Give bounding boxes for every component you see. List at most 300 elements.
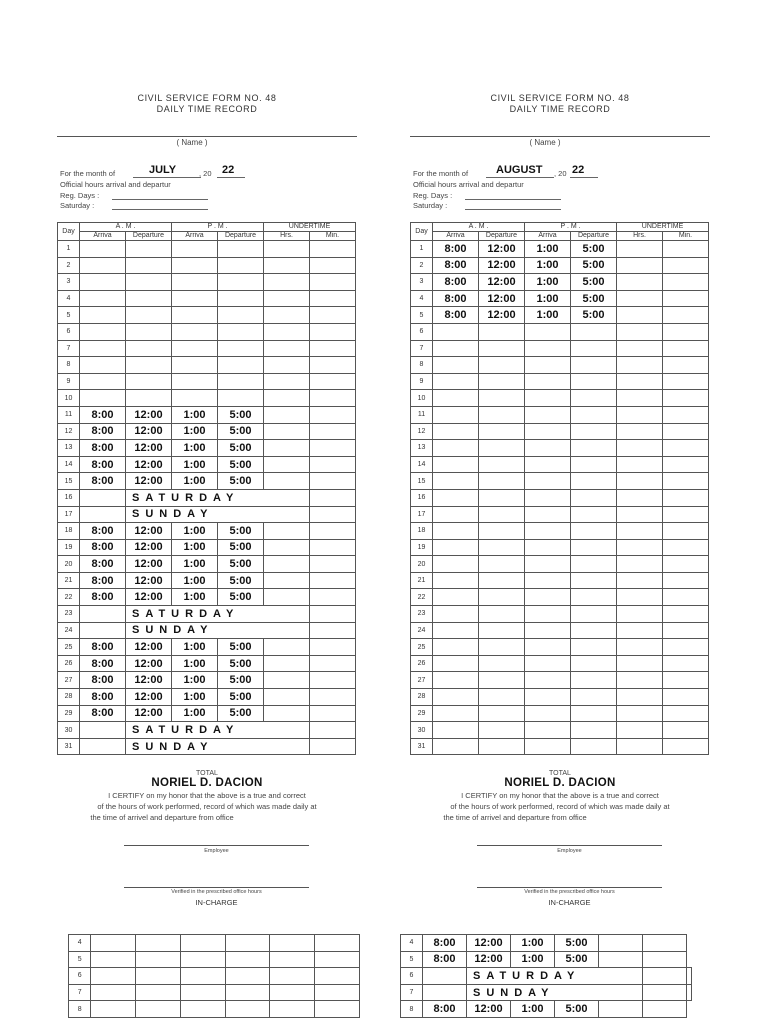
day-number: 3 — [58, 274, 80, 291]
table-row — [411, 323, 709, 340]
pm-arrival-cell — [525, 456, 571, 473]
am-departure-cell — [479, 722, 525, 739]
day-number: 18 — [58, 523, 80, 540]
weekend-label: SATURDAY — [126, 722, 310, 739]
am-departure-cell — [479, 357, 525, 374]
pm-arrival-cell — [172, 274, 218, 291]
am-arrival-cell — [433, 622, 479, 639]
verifier-signature-line — [477, 887, 662, 888]
pm-arrival-cell — [525, 672, 571, 689]
certify-text-2: of the hours of work performed, record of which was made daily at — [97, 802, 317, 811]
am-departure-cell: 12:00 — [467, 1001, 511, 1018]
pm-arrival-cell — [172, 323, 218, 340]
pm-departure-cell — [571, 390, 617, 407]
pm-departure-cell: 5:00 — [571, 257, 617, 274]
undertime-hrs-cell — [310, 489, 356, 506]
table-row — [58, 373, 356, 390]
pm-departure-cell — [218, 390, 264, 407]
pm-departure-cell — [571, 473, 617, 490]
am-arrival-cell: 8:00 — [80, 689, 126, 706]
day-number: 4 — [69, 935, 91, 952]
am-arrival-cell — [433, 406, 479, 423]
undertime-hrs-cell — [599, 1001, 643, 1018]
col-header-departure-pm: Departure — [571, 232, 617, 241]
pm-departure-cell — [225, 1001, 270, 1018]
name-label: ( Name ) — [529, 138, 561, 147]
pm-arrival-cell: 1:00 — [172, 572, 218, 589]
undertime-min-cell — [663, 722, 709, 739]
undertime-min-cell — [315, 935, 360, 952]
table-row — [411, 606, 709, 623]
pm-departure-cell — [571, 406, 617, 423]
table-row — [58, 489, 356, 506]
undertime-hrs-cell — [617, 357, 663, 374]
next-page-table-left — [68, 934, 360, 1018]
day-number: 5 — [58, 307, 80, 324]
undertime-hrs-cell — [617, 489, 663, 506]
undertime-min-cell — [310, 241, 356, 258]
certify-text-1: I CERTIFY on my honor that the above is a true and correct — [461, 791, 659, 800]
undertime-min-cell — [663, 423, 709, 440]
am-arrival-cell: 8:00 — [80, 423, 126, 440]
month-value: JULY — [149, 164, 177, 176]
am-arrival-cell — [433, 440, 479, 457]
time-record-table — [410, 222, 709, 755]
undertime-hrs-cell — [617, 523, 663, 540]
undertime-hrs-cell — [310, 622, 356, 639]
pm-arrival-cell — [525, 622, 571, 639]
undertime-hrs-cell — [264, 589, 310, 606]
undertime-min-cell — [310, 323, 356, 340]
undertime-min-cell — [310, 689, 356, 706]
am-departure-cell: 12:00 — [479, 290, 525, 307]
am-departure-cell — [136, 984, 181, 1001]
undertime-hrs-cell — [617, 639, 663, 656]
table-row — [411, 373, 709, 390]
table-row — [411, 456, 709, 473]
am-departure-cell: 12:00 — [126, 406, 172, 423]
employee-signature-line — [477, 845, 662, 846]
day-number: 8 — [58, 357, 80, 374]
am-departure-cell — [479, 689, 525, 706]
undertime-hrs-cell — [310, 506, 356, 523]
col-header-pm: P . M . — [172, 223, 264, 232]
employee-label: Employee — [557, 848, 582, 854]
undertime-hrs-cell — [264, 456, 310, 473]
undertime-hrs-cell — [264, 257, 310, 274]
undertime-hrs-cell — [310, 722, 356, 739]
name-label: ( Name ) — [176, 138, 208, 147]
table-row — [58, 705, 356, 722]
pm-departure-cell: 5:00 — [218, 572, 264, 589]
pm-arrival-cell — [525, 572, 571, 589]
employee-label: Employee — [204, 848, 229, 854]
undertime-hrs-cell — [617, 473, 663, 490]
col-header-departure-am: Departure — [479, 232, 525, 241]
pm-departure-cell: 5:00 — [218, 523, 264, 540]
table-row — [411, 423, 709, 440]
pm-arrival-cell — [525, 539, 571, 556]
table-row — [411, 672, 709, 689]
table-row — [411, 539, 709, 556]
pm-arrival-cell — [525, 556, 571, 573]
pm-arrival-cell — [172, 290, 218, 307]
pm-departure-cell — [571, 440, 617, 457]
am-arrival-cell: 8:00 — [80, 539, 126, 556]
undertime-min-cell — [663, 473, 709, 490]
table-row — [411, 705, 709, 722]
pm-arrival-cell — [525, 473, 571, 490]
signer-name: NORIEL D. DACION — [151, 777, 263, 789]
pm-arrival-cell — [525, 523, 571, 540]
table-row — [411, 572, 709, 589]
undertime-min-cell — [663, 406, 709, 423]
day-number: 17 — [411, 506, 433, 523]
table-row — [58, 572, 356, 589]
empty-cell — [80, 722, 126, 739]
day-number: 19 — [411, 539, 433, 556]
undertime-hrs-cell — [310, 606, 356, 623]
col-header-min: Min. — [310, 232, 356, 241]
undertime-hrs-cell — [264, 655, 310, 672]
pm-departure-cell: 5:00 — [571, 274, 617, 291]
undertime-min-cell — [315, 1001, 360, 1018]
day-number: 30 — [58, 722, 80, 739]
table-row — [411, 655, 709, 672]
undertime-hrs-cell — [270, 935, 315, 952]
pm-departure-cell: 5:00 — [571, 290, 617, 307]
undertime-hrs-cell — [264, 340, 310, 357]
table-row — [401, 968, 692, 985]
table-row — [58, 340, 356, 357]
am-arrival-cell: 8:00 — [423, 951, 467, 968]
am-departure-cell: 12:00 — [126, 589, 172, 606]
undertime-min-cell — [663, 639, 709, 656]
col-header-undertime: UNDERTIME — [264, 223, 356, 232]
table-row — [58, 307, 356, 324]
am-arrival-cell: 8:00 — [80, 523, 126, 540]
reg-days-underline — [465, 199, 561, 200]
day-number: 26 — [411, 655, 433, 672]
table-row — [69, 951, 360, 968]
day-number: 31 — [411, 738, 433, 755]
pm-departure-cell — [571, 639, 617, 656]
pm-departure-cell — [225, 935, 270, 952]
pm-departure-cell — [571, 523, 617, 540]
day-number: 19 — [58, 539, 80, 556]
pm-arrival-cell: 1:00 — [172, 539, 218, 556]
undertime-min-cell — [310, 572, 356, 589]
am-arrival-cell — [433, 738, 479, 755]
table-row — [401, 951, 692, 968]
empty-cell — [80, 606, 126, 623]
am-arrival-cell — [80, 323, 126, 340]
undertime-min-cell — [310, 340, 356, 357]
pm-arrival-cell — [525, 606, 571, 623]
table-row — [401, 984, 692, 1001]
undertime-hrs-cell — [617, 241, 663, 258]
am-departure-cell: 12:00 — [126, 639, 172, 656]
reg-days-label: Reg. Days : — [413, 191, 453, 200]
table-row — [58, 423, 356, 440]
am-arrival-cell — [80, 241, 126, 258]
undertime-hrs-cell — [264, 639, 310, 656]
day-number: 27 — [411, 672, 433, 689]
undertime-min-cell — [663, 357, 709, 374]
year-prefix: , 20 — [199, 169, 212, 178]
empty-cell — [80, 738, 126, 755]
day-number: 23 — [411, 606, 433, 623]
am-arrival-cell — [91, 951, 136, 968]
undertime-min-cell — [663, 440, 709, 457]
undertime-hrs-cell — [617, 323, 663, 340]
day-number: 29 — [411, 705, 433, 722]
pm-arrival-cell — [525, 323, 571, 340]
undertime-hrs-cell — [617, 456, 663, 473]
table-row — [58, 290, 356, 307]
col-header-arrival-am: Arriva — [433, 232, 479, 241]
reg-days-label: Reg. Days : — [60, 191, 100, 200]
am-arrival-cell — [80, 340, 126, 357]
am-departure-cell: 12:00 — [126, 556, 172, 573]
col-header-hrs: Hrs. — [264, 232, 310, 241]
am-arrival-cell — [433, 523, 479, 540]
day-number: 24 — [58, 622, 80, 639]
day-number: 7 — [58, 340, 80, 357]
pm-arrival-cell: 1:00 — [511, 1001, 555, 1018]
am-departure-cell — [479, 539, 525, 556]
pm-departure-cell — [225, 951, 270, 968]
am-departure-cell: 12:00 — [126, 423, 172, 440]
pm-arrival-cell — [180, 984, 225, 1001]
pm-arrival-cell: 1:00 — [511, 935, 555, 952]
weekend-label: SUNDAY — [126, 506, 310, 523]
form-number-title: CIVIL SERVICE FORM NO. 48 — [137, 93, 277, 103]
am-departure-cell: 12:00 — [479, 257, 525, 274]
am-departure-cell: 12:00 — [479, 274, 525, 291]
undertime-hrs-cell — [643, 984, 687, 1001]
undertime-min-cell — [310, 705, 356, 722]
am-departure-cell — [479, 622, 525, 639]
undertime-hrs-cell — [264, 672, 310, 689]
undertime-hrs-cell — [617, 539, 663, 556]
col-header-min: Min. — [663, 232, 709, 241]
undertime-min-cell — [310, 406, 356, 423]
day-number: 14 — [58, 456, 80, 473]
am-departure-cell: 12:00 — [126, 456, 172, 473]
pm-departure-cell: 5:00 — [218, 406, 264, 423]
am-arrival-cell — [80, 390, 126, 407]
pm-arrival-cell — [172, 241, 218, 258]
empty-cell — [80, 506, 126, 523]
pm-arrival-cell — [180, 968, 225, 985]
year-value: 22 — [222, 164, 235, 176]
col-header-pm: P . M . — [525, 223, 617, 232]
pm-departure-cell — [571, 689, 617, 706]
am-departure-cell — [479, 672, 525, 689]
pm-arrival-cell: 1:00 — [172, 440, 218, 457]
undertime-hrs-cell — [617, 307, 663, 324]
undertime-hrs-cell — [264, 357, 310, 374]
table-row — [411, 307, 709, 324]
undertime-min-cell — [663, 738, 709, 755]
name-line — [410, 136, 710, 137]
am-departure-cell — [126, 357, 172, 374]
col-header-departure-am: Departure — [126, 232, 172, 241]
day-number: 16 — [58, 489, 80, 506]
day-number: 7 — [69, 984, 91, 1001]
am-arrival-cell — [80, 357, 126, 374]
pm-departure-cell: 5:00 — [555, 935, 599, 952]
am-departure-cell — [479, 373, 525, 390]
name-line — [57, 136, 357, 137]
undertime-hrs-cell — [617, 672, 663, 689]
table-row — [58, 689, 356, 706]
am-arrival-cell — [433, 539, 479, 556]
day-number: 17 — [58, 506, 80, 523]
am-arrival-cell — [91, 984, 136, 1001]
undertime-min-cell — [663, 539, 709, 556]
undertime-min-cell — [663, 489, 709, 506]
undertime-min-cell — [663, 572, 709, 589]
pm-arrival-cell — [525, 655, 571, 672]
undertime-hrs-cell — [617, 738, 663, 755]
am-departure-cell — [126, 373, 172, 390]
table-row — [411, 357, 709, 374]
undertime-min-cell — [643, 951, 687, 968]
undertime-min-cell — [310, 307, 356, 324]
day-number: 6 — [69, 968, 91, 985]
undertime-min-cell — [663, 672, 709, 689]
pm-arrival-cell: 1:00 — [525, 290, 571, 307]
undertime-hrs-cell — [264, 572, 310, 589]
table-row — [69, 935, 360, 952]
table-row — [58, 589, 356, 606]
am-arrival-cell: 8:00 — [433, 290, 479, 307]
am-departure-cell: 12:00 — [126, 689, 172, 706]
undertime-min-cell — [663, 340, 709, 357]
am-arrival-cell: 8:00 — [423, 935, 467, 952]
undertime-hrs-cell — [617, 373, 663, 390]
am-arrival-cell: 8:00 — [80, 655, 126, 672]
table-row — [58, 257, 356, 274]
table-row — [411, 489, 709, 506]
undertime-hrs-cell — [617, 556, 663, 573]
certify-text-2: of the hours of work performed, record of which was made daily at — [450, 802, 670, 811]
pm-arrival-cell — [525, 489, 571, 506]
pm-departure-cell — [571, 589, 617, 606]
day-number: 8 — [411, 357, 433, 374]
pm-departure-cell: 5:00 — [218, 556, 264, 573]
am-departure-cell — [479, 506, 525, 523]
undertime-min-cell — [663, 390, 709, 407]
pm-departure-cell: 5:00 — [218, 689, 264, 706]
undertime-hrs-cell — [617, 506, 663, 523]
pm-arrival-cell — [180, 1001, 225, 1018]
pm-arrival-cell: 1:00 — [525, 274, 571, 291]
form-title: DAILY TIME RECORD — [509, 104, 611, 114]
am-departure-cell — [136, 935, 181, 952]
month-prefix: For the month of — [413, 169, 469, 178]
am-departure-cell — [479, 406, 525, 423]
table-row — [58, 274, 356, 291]
undertime-hrs-cell — [617, 722, 663, 739]
am-departure-cell — [479, 489, 525, 506]
am-arrival-cell — [433, 489, 479, 506]
pm-departure-cell — [571, 323, 617, 340]
col-header-arrival-pm: Arriva — [172, 232, 218, 241]
day-number: 5 — [69, 951, 91, 968]
am-departure-cell — [479, 606, 525, 623]
pm-departure-cell — [571, 738, 617, 755]
am-arrival-cell — [80, 274, 126, 291]
day-number: 7 — [401, 984, 423, 1001]
pm-departure-cell — [571, 340, 617, 357]
undertime-min-cell — [663, 606, 709, 623]
pm-departure-cell: 5:00 — [218, 440, 264, 457]
year-value: 22 — [572, 164, 585, 176]
undertime-min-cell — [310, 655, 356, 672]
am-departure-cell — [126, 307, 172, 324]
pm-departure-cell — [218, 241, 264, 258]
am-arrival-cell — [433, 357, 479, 374]
am-arrival-cell: 8:00 — [433, 241, 479, 258]
undertime-min-cell — [310, 539, 356, 556]
am-departure-cell: 12:00 — [126, 440, 172, 457]
am-departure-cell — [479, 523, 525, 540]
year-underline — [570, 177, 598, 178]
col-header-hrs: Hrs. — [617, 232, 663, 241]
undertime-hrs-cell — [264, 689, 310, 706]
pm-arrival-cell: 1:00 — [511, 951, 555, 968]
table-row — [58, 639, 356, 656]
table-row — [58, 323, 356, 340]
undertime-min-cell — [663, 274, 709, 291]
table-row — [411, 622, 709, 639]
table-row — [58, 722, 356, 739]
day-number: 9 — [411, 373, 433, 390]
table-row — [58, 456, 356, 473]
pm-departure-cell — [218, 357, 264, 374]
pm-arrival-cell — [172, 357, 218, 374]
pm-departure-cell — [225, 968, 270, 985]
pm-departure-cell — [571, 572, 617, 589]
day-number: 1 — [58, 241, 80, 258]
undertime-min-cell — [310, 440, 356, 457]
am-arrival-cell — [433, 722, 479, 739]
day-number: 8 — [69, 1001, 91, 1018]
verified-label: Verified in the prescribed office hours — [171, 889, 262, 895]
table-row — [411, 738, 709, 755]
weekend-label: SUNDAY — [126, 622, 310, 639]
am-departure-cell — [479, 440, 525, 457]
day-number: 10 — [411, 390, 433, 407]
am-departure-cell — [126, 274, 172, 291]
day-number: 24 — [411, 622, 433, 639]
table-row — [411, 722, 709, 739]
am-departure-cell: 12:00 — [479, 307, 525, 324]
am-arrival-cell — [433, 556, 479, 573]
pm-arrival-cell: 1:00 — [172, 406, 218, 423]
pm-arrival-cell — [180, 951, 225, 968]
year-prefix: , 20 — [554, 169, 567, 178]
undertime-hrs-cell — [617, 390, 663, 407]
am-departure-cell — [479, 639, 525, 656]
undertime-hrs-cell — [264, 556, 310, 573]
empty-cell — [423, 968, 467, 985]
pm-departure-cell: 5:00 — [555, 951, 599, 968]
am-arrival-cell: 8:00 — [80, 589, 126, 606]
